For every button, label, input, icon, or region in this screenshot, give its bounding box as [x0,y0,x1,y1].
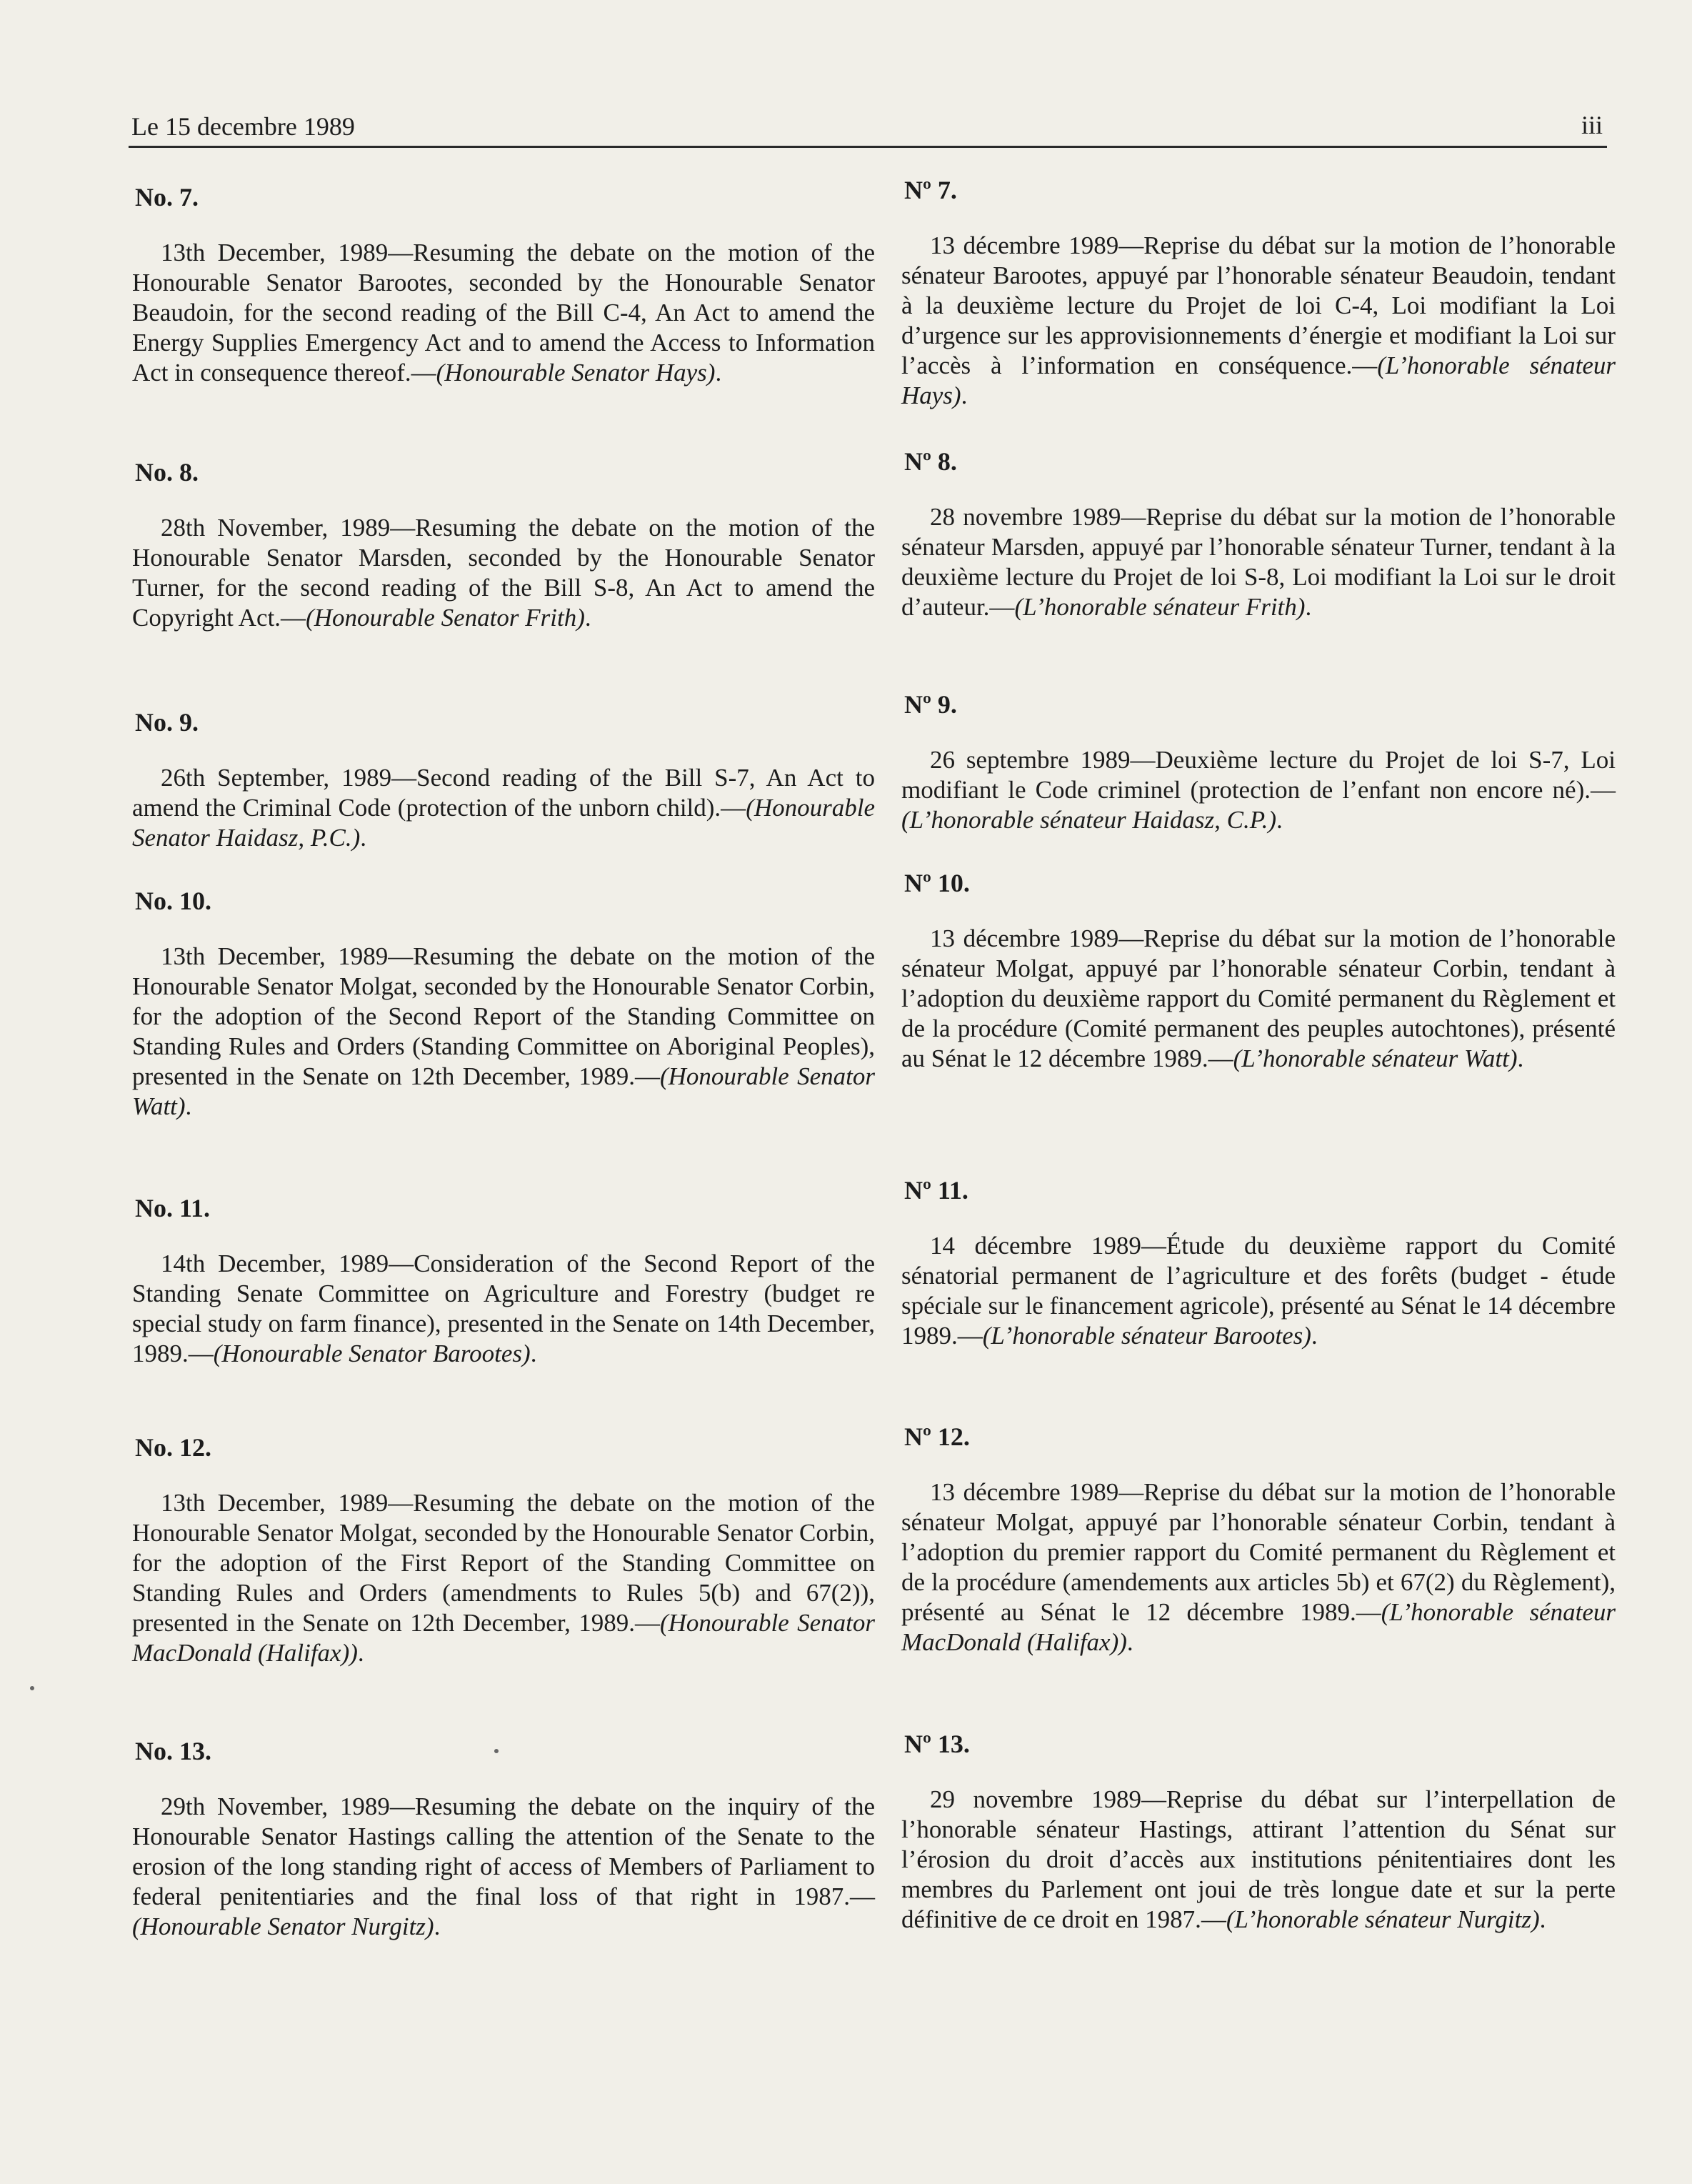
sponsor: (L’honorable sénateur MacDonald (Halifax)) [901,1598,1616,1656]
entry-number: No. 10. [135,887,211,915]
entry-text: 28 novembre 1989—Reprise du débat sur la motion de l’honorable sénateur Marsden, appuyé par l’honorable sénateur Turner, tendant à la deuxième lecture du Projet de loi S-8, Loi modifiant la Loi sur le droit d’auteur.—(L’honorable sénateur Frith). [901,503,1616,621]
entry-number: Nº 11. [904,1176,968,1205]
page-header [129,106,1607,148]
scan-speck [494,1749,499,1753]
entry-text: 26 septembre 1989—Deuxième lecture du Projet de loi S-7, Loi modifiant le Code criminel (protection de l’enfant non encore né).—(L’honorable sénateur Haidasz, C.P.). [901,746,1616,834]
entry-number: No. 11. [135,1194,211,1222]
sponsor: (L’honorable sénateur Haidasz, C.P.) [901,806,1276,834]
page-number: iii [1581,111,1603,139]
english-entry-12 [132,1432,875,1668]
entry-number: Nº 12. [904,1422,970,1451]
header-date: Le 15 decembre 1989 [131,112,355,141]
entry-text: 14th December, 1989—Consideration of the Second Report of the Standing Senate Committee on Agriculture and Forestry (budget re special study on farm finance), presented in the Senate on 14th December, 1989.—(Honourable Senator Barootes). [132,1250,875,1367]
english-entry-13 [132,1736,875,1942]
english-entry-8 [132,457,875,633]
french-entry-11 [901,1175,1616,1351]
entry-number: Nº 8. [904,447,957,476]
entry-text: 26th September, 1989—Second reading of the Bill S-7, An Act to amend the Criminal Code (protection of the unborn child).—(Honourable Senator Haidasz, P.C.). [132,764,875,852]
french-entry-7 [901,175,1616,411]
entry-text: 29 novembre 1989—Reprise du débat sur l’interpellation de l’honorable sénateur Hastings, attirant l’attention du Sénat sur l’érosion du droit d’accès aux institutions pénitentiaires dont les membres du Parlement ont joui de très longue date et sur la perte définitive de ce droit en 1987.—(L’honorable sénateur Nurgitz). [901,1785,1616,1933]
entry-number: No. 7. [135,183,199,211]
sponsor: (Honourable Senator Haidasz, P.C.) [132,794,875,852]
entry-text: 14 décembre 1989—Étude du deuxième rapport du Comité sénatorial permanent de l’agriculture et des forêts (budget - étude spéciale sur le financement agricole), présenté au Sénat le 14 décembre 1989.—(L’honorable sénateur Barootes). [901,1232,1616,1350]
scan-speck [30,1686,34,1690]
entry-text: 13 décembre 1989—Reprise du débat sur la motion de l’honorable sénateur Molgat, appuyé par l’honorable sénateur Corbin, tendant à l’adoption du deuxième rapport du Comité permanent du Règlement et de la procédure (Comité permanent des peuples autochtones), présenté au Sénat le 12 décembre 1989.—(L’honorable sénateur Watt). [901,924,1616,1072]
english-entry-10 [132,886,875,1122]
entry-text: 13th December, 1989—Resuming the debate on the motion of the Honourable Senator Molgat, seconded by the Honourable Senator Corbin, for the adoption of the Second Report of the Standing Committee on Standing Rules and Orders (Standing Committee on Aboriginal Peoples), presented in the Senate on 12th December, 1989.—(Honourable Senator Watt). [132,942,875,1120]
sponsor: (Honourable Senator Hays) [436,359,716,387]
english-entry-11 [132,1193,875,1369]
english-entry-9 [132,707,875,853]
entry-number: Nº 9. [904,690,957,719]
entry-number: Nº 7. [904,176,957,204]
entry-text: 13th December, 1989—Resuming the debate on the motion of the Honourable Senator Molgat, seconded by the Honourable Senator Corbin, for the adoption of the First Report of the Standing Committee on Standing Rules and Orders (amendments to Rules 5(b) and 67(2)), presented in the Senate on 12th December, 1989.—(Honourable Senator MacDonald (Halifax)). [132,1489,875,1667]
french-entry-13 [901,1729,1616,1935]
sponsor: (L’honorable sénateur Frith) [1014,593,1306,621]
sponsor: (L’honorable sénateur Nurgitz) [1226,1905,1540,1933]
entry-number: No. 9. [135,708,199,737]
entry-number: Nº 13. [904,1730,970,1758]
sponsor: (Honourable Senator Frith) [306,604,585,632]
entry-number: No. 13. [135,1737,211,1765]
entry-text: 13 décembre 1989—Reprise du débat sur la motion de l’honorable sénateur Barootes, appuyé par l’honorable sénateur Beaudoin, tendant à la deuxième lecture du Projet de loi C-4, Loi modifiant la Loi d’urgence sur les approvisionnements d’énergie et modifiant la Loi sur l’accès à l’information en conséquence.—(L’honorable sénateur Hays). [901,231,1616,409]
english-entry-7 [132,182,875,388]
sponsor: (L’honorable sénateur Barootes) [982,1322,1311,1350]
sponsor: (Honourable Senator MacDonald (Halifax)) [132,1609,875,1667]
french-entry-10 [901,868,1616,1074]
entry-text: 13th December, 1989—Resuming the debate on the motion of the Honourable Senator Barootes, seconded by the Honourable Senator Beaudoin, for the second reading of the Bill C-4, An Act to amend the Energy Supplies Emergency Act and to amend the Access to Information Act in consequence thereof.—(Honourable Senator Hays). [132,239,875,387]
sponsor: (Honourable Senator Barootes) [213,1340,531,1367]
french-entry-12 [901,1422,1616,1657]
french-entry-8 [901,447,1616,622]
sponsor: (L’honorable sénateur Watt) [1233,1044,1518,1072]
entry-number: Nº 10. [904,869,970,897]
entry-text: 29th November, 1989—Resuming the debate on the inquiry of the Honourable Senator Hastings calling the attention of the Senate to the erosion of the long standing right of access of Members of Parliament to federal penitentiaries and the final loss of that right in 1987.—(Honourable Senator Nurgitz). [132,1792,875,1940]
sponsor: (Honourable Senator Watt) [132,1062,875,1120]
french-entry-9 [901,689,1616,835]
entry-number: No. 8. [135,458,199,487]
entry-text: 13 décembre 1989—Reprise du débat sur la motion de l’honorable sénateur Molgat, appuyé par l’honorable sénateur Corbin, tendant à l’adoption du premier rapport du Comité permanent du Règlement et de la procédure (amendements aux articles 5b) et 67(2) du Règlement), présenté au Sénat le 12 décembre 1989.—(L’honorable sénateur MacDonald (Halifax)). [901,1478,1616,1656]
sponsor: (L’honorable sénateur Hays) [901,351,1616,409]
entry-number: No. 12. [135,1433,211,1462]
sponsor: (Honourable Senator Nurgitz) [132,1913,434,1940]
entry-text: 28th November, 1989—Resuming the debate on the motion of the Honourable Senator Marsden, seconded by the Honourable Senator Turner, for the second reading of the Bill S-8, An Act to amend the Copyright Act.—(Honourable Senator Frith). [132,514,875,632]
